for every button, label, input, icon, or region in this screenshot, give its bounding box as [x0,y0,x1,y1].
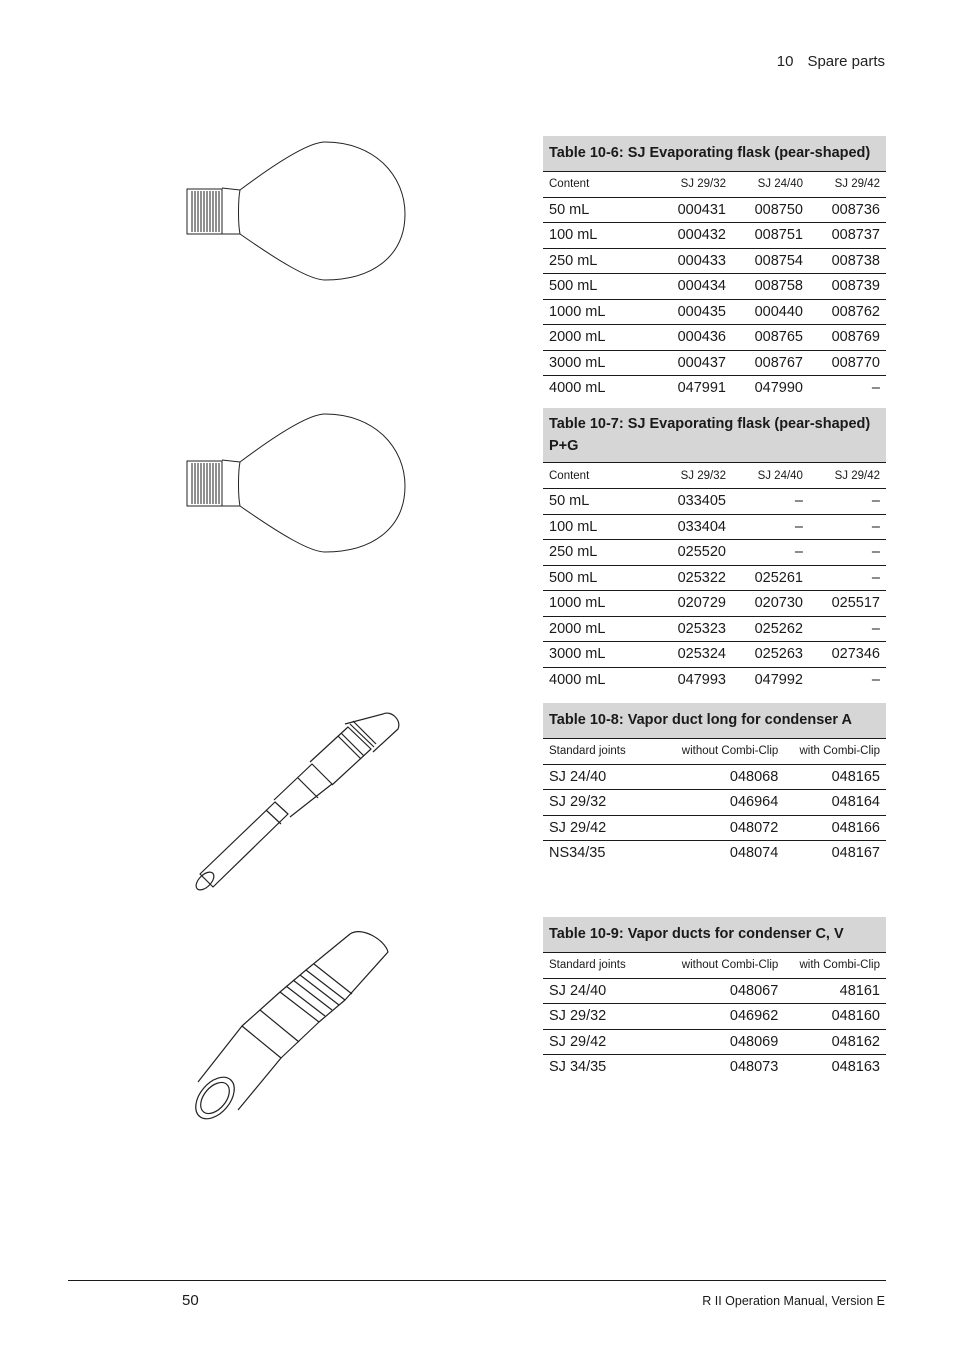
table-cell: 048165 [784,764,886,790]
table-cell: 025517 [809,591,886,617]
table-cell: 2000 mL [543,616,655,642]
table-cell: 033404 [655,514,732,540]
table-cell: 4000 mL [549,671,606,688]
column-header: SJ 29/42 [809,171,886,197]
column-header: Content [543,463,655,489]
table-row [543,790,886,816]
table-cell: SJ 24/40 [543,764,665,790]
table-cell: SJ 29/42 [543,815,665,841]
table-row [543,223,886,249]
table-cell: 000435 [655,299,732,325]
table-cell: – [809,489,886,515]
column-header: without Combi-Clip [665,738,784,764]
table-cell: 250 mL [543,248,655,274]
table-cell: 50 mL [543,489,655,515]
table-cell: 008770 [809,350,886,376]
table-row [543,1004,886,1030]
table-row [543,350,886,376]
table-cell: 3000 mL [543,642,655,668]
page-number: 50 [182,1292,199,1309]
column-header: without Combi-Clip [665,952,784,978]
table-cell: – [809,616,886,642]
table-cell: 025261 [732,565,809,591]
table-cell: 008738 [809,248,886,274]
table-row [543,667,886,692]
table-row [543,841,886,866]
table-cell: SJ 29/32 [543,790,665,816]
table-cell: 048166 [784,815,886,841]
chapter-title: Spare parts [807,53,885,70]
table-cell: 047991 [677,380,726,397]
table-cell: 008750 [732,197,809,223]
table-cell: SJ 29/42 [543,1029,665,1055]
column-header: Content [543,171,655,197]
table-row [543,376,886,401]
table-row [543,1055,886,1080]
table-header-row [543,171,886,197]
table-cell: 008736 [809,197,886,223]
table-row [543,616,886,642]
column-header: SJ 29/32 [655,463,732,489]
document-title: R II Operation Manual, Version E [702,1294,885,1308]
table-cell: 046962 [665,1004,784,1030]
table-row [543,248,886,274]
table-cell: – [732,489,809,515]
table-header-row [543,952,886,978]
table-cell: – [871,671,880,688]
table-cell: 008754 [732,248,809,274]
column-header: SJ 29/32 [655,171,732,197]
table-row [543,325,886,351]
table-cell: 250 mL [543,540,655,566]
table-cell: 000432 [655,223,732,249]
table-cell: 046964 [665,790,784,816]
table-cell: 2000 mL [543,325,655,351]
table-row [543,299,886,325]
table-cell: 048067 [665,978,784,1004]
table-cell: 008751 [732,223,809,249]
column-header: Standard joints [543,952,665,978]
table-cell: – [809,540,886,566]
column-header: SJ 24/40 [732,171,809,197]
table-cell: 000436 [655,325,732,351]
table-cell: 033405 [655,489,732,515]
table-cell: 048073 [729,1059,779,1076]
pear-flask-illustration [180,138,412,284]
table-cell: 047990 [754,380,803,397]
table-cell: 048069 [665,1029,784,1055]
table-cell: SJ 24/40 [543,978,665,1004]
table-row [543,1029,886,1055]
table-cell: 008767 [732,350,809,376]
table-cell: 008758 [732,274,809,300]
table-cell: 048074 [729,845,779,862]
table-cell: – [732,540,809,566]
table-10-8-vapor-duct-long [543,703,886,866]
table-row [543,197,886,223]
table-cell: 000433 [655,248,732,274]
table-row [543,764,886,790]
table-cell: 048164 [784,790,886,816]
footer-divider [68,1280,886,1281]
table-cell: 047993 [677,671,726,688]
table-cell: 000434 [655,274,732,300]
column-header: SJ 29/42 [809,463,886,489]
table-cell: 008737 [809,223,886,249]
table-row [543,815,886,841]
table-cell: 020729 [655,591,732,617]
table-cell: 50 mL [543,197,655,223]
table-cell: – [871,380,880,397]
table-row [543,565,886,591]
table-10-7-pear-flask-pg [543,408,886,692]
table-10-6-pear-flask [543,136,886,401]
table-cell: – [809,514,886,540]
table-header-row [543,463,886,489]
table-cell: 500 mL [543,274,655,300]
table-cell: 4000 mL [549,380,606,397]
table-cell: 025262 [732,616,809,642]
table-cell: 000440 [732,299,809,325]
table-cell: 008769 [809,325,886,351]
table-cell: 020730 [732,591,809,617]
table-cell: 025520 [655,540,732,566]
table-row [543,514,886,540]
table-cell: 000437 [655,350,732,376]
table-cell: 500 mL [543,565,655,591]
table-caption: Table 10-7: SJ Evaporating flask (pear-shaped) P+G [543,408,886,463]
vapor-duct-cv-illustration [180,920,420,1130]
pear-flask-pg-illustration [180,410,412,556]
table-cell: 48161 [784,978,886,1004]
table-cell: 008765 [732,325,809,351]
column-header: with Combi-Clip [784,952,886,978]
table-caption: Table 10-9: Vapor ducts for condenser C, V [543,917,886,952]
table-row [543,540,886,566]
table-row [543,642,886,668]
table-cell: NS34/35 [549,845,606,862]
table-cell: 000431 [655,197,732,223]
table-cell: SJ 29/32 [543,1004,665,1030]
table-cell: 025322 [655,565,732,591]
column-header: with Combi-Clip [784,738,886,764]
table-caption: Table 10-6: SJ Evaporating flask (pear-shaped) [543,136,886,171]
table-cell: 100 mL [543,514,655,540]
table-row [543,489,886,515]
table-cell: 1000 mL [543,299,655,325]
table-cell: – [809,565,886,591]
table-cell: SJ 34/35 [549,1059,607,1076]
table-row [543,978,886,1004]
table-caption: Table 10-8: Vapor duct long for condenser A [543,703,886,738]
table-cell: 3000 mL [543,350,655,376]
table-cell: 027346 [809,642,886,668]
table-cell: 048167 [831,845,880,862]
table-cell: 047992 [754,671,803,688]
table-cell: 048068 [665,764,784,790]
table-cell: 100 mL [543,223,655,249]
table-cell: 048072 [665,815,784,841]
table-cell: 048162 [784,1029,886,1055]
page-header [777,53,885,70]
table-cell: 1000 mL [543,591,655,617]
table-cell: 025263 [732,642,809,668]
column-header: SJ 24/40 [732,463,809,489]
table-cell: – [732,514,809,540]
table-cell: 048160 [784,1004,886,1030]
table-header-row [543,738,886,764]
table-cell: 008739 [809,274,886,300]
table-cell: 008762 [809,299,886,325]
table-10-9-vapor-ducts-cv [543,917,886,1080]
table-row [543,274,886,300]
vapor-duct-long-illustration [180,700,420,905]
table-cell: 025324 [655,642,732,668]
table-cell: 048163 [831,1059,880,1076]
column-header: Standard joints [543,738,665,764]
chapter-number: 10 [776,53,794,70]
table-row [543,591,886,617]
table-cell: 025323 [655,616,732,642]
